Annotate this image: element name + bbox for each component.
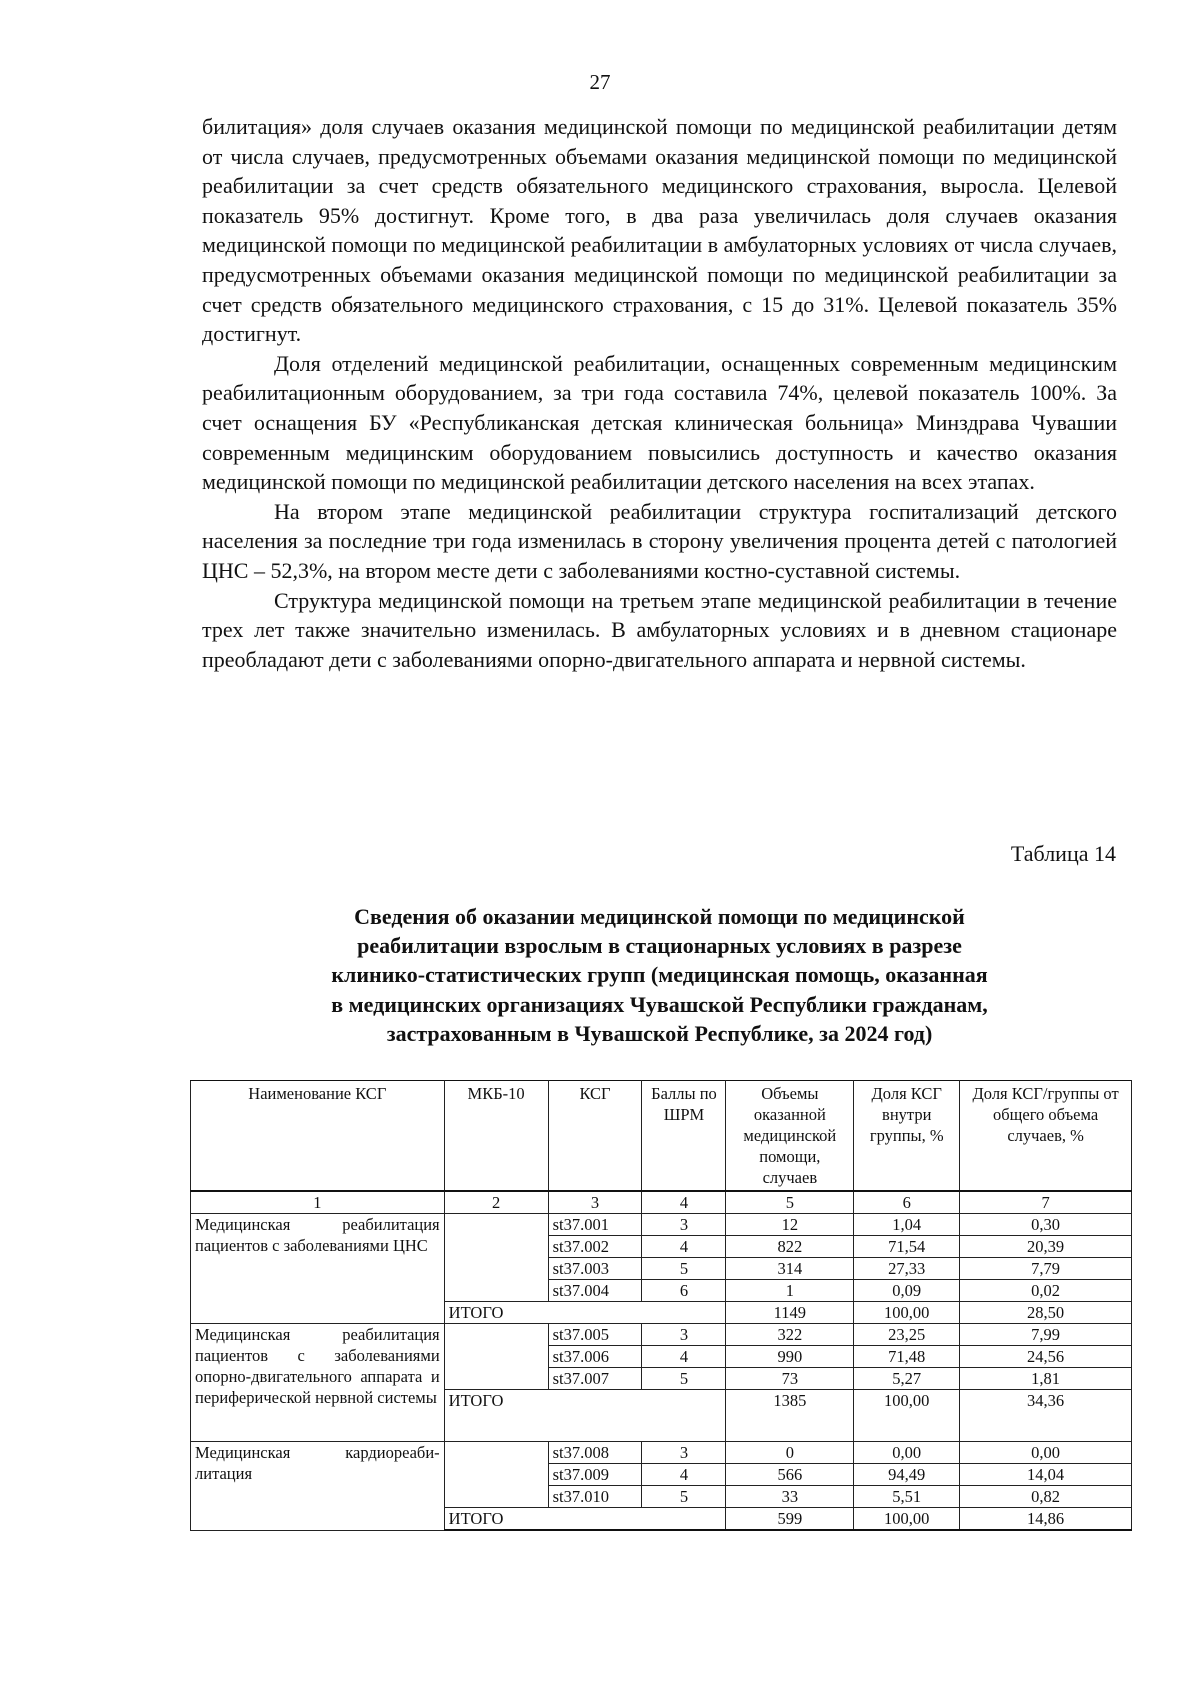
total-share-in-group: 100,00: [854, 1302, 960, 1324]
header-cell: Баллы по ШРМ: [642, 1081, 726, 1192]
volume: 1: [726, 1280, 854, 1302]
column-number: 3: [548, 1191, 642, 1214]
share-total: 1,81: [960, 1368, 1132, 1390]
column-number: 4: [642, 1191, 726, 1214]
share-total: 0,02: [960, 1280, 1132, 1302]
score: 5: [642, 1486, 726, 1508]
header-cell: Доля КСГ внутри группы, %: [854, 1081, 960, 1192]
share-in-group: 0,00: [854, 1442, 960, 1464]
volume: 322: [726, 1324, 854, 1346]
mkb-cell: [444, 1324, 548, 1390]
share-total: 7,99: [960, 1324, 1132, 1346]
table-title-line: клинико-статистических групп (медицинская помощь, оказанная: [331, 962, 988, 988]
score: 6: [642, 1280, 726, 1302]
total-volume: 599: [726, 1508, 854, 1531]
ksg-code: st37.001: [548, 1214, 642, 1236]
ksg-code: st37.010: [548, 1486, 642, 1508]
table-title-line: реабилитации взрослым в стационарных условиях в разрезе: [357, 933, 962, 959]
paragraph: На втором этапе медицинской реабилитации структура госпитализаций детского населения за последние три года изменилась в сторону увеличения процента детей с патологией ЦНС – 52,3%, на втором месте дети с заболеваниями костно-суставной системы.: [202, 498, 1117, 583]
header-cell: Наименование КСГ: [191, 1081, 445, 1192]
score: 5: [642, 1258, 726, 1280]
ksg-code: st37.009: [548, 1464, 642, 1486]
table-title-line: в медицинских организациях Чувашской Республики гражданам,: [331, 991, 988, 1017]
share-total: 0,82: [960, 1486, 1132, 1508]
share-in-group: 71,54: [854, 1236, 960, 1258]
table-title-line: застрахованным в Чувашской Республике, за 2024 год): [386, 1020, 933, 1046]
column-number-row: [191, 1191, 1132, 1214]
share-in-group: 5,51: [854, 1486, 960, 1508]
ksg-code: st37.007: [548, 1368, 642, 1390]
column-number: 1: [191, 1191, 445, 1214]
header-cell: Доля КСГ/группы от общего объема случаев, %: [960, 1081, 1132, 1192]
volume: 33: [726, 1486, 854, 1508]
share-total: 7,79: [960, 1258, 1132, 1280]
ksg-code: st37.008: [548, 1442, 642, 1464]
score: 5: [642, 1368, 726, 1390]
table-title: [202, 902, 1117, 1048]
body-text: [202, 112, 1117, 674]
volume: 314: [726, 1258, 854, 1280]
table-row: [191, 1214, 1132, 1236]
ksg-code: st37.002: [548, 1236, 642, 1258]
score: 3: [642, 1442, 726, 1464]
share-in-group: 23,25: [854, 1324, 960, 1346]
share-in-group: 5,27: [854, 1368, 960, 1390]
total-share-in-group: 100,00: [854, 1390, 960, 1442]
total-share-total: 34,36: [960, 1390, 1132, 1442]
share-in-group: 0,09: [854, 1280, 960, 1302]
ksg-code: st37.005: [548, 1324, 642, 1346]
share-total: 0,00: [960, 1442, 1132, 1464]
score: 4: [642, 1236, 726, 1258]
volume: 73: [726, 1368, 854, 1390]
column-number: 6: [854, 1191, 960, 1214]
ksg-code: st37.003: [548, 1258, 642, 1280]
group-name: Медицинская кардиореабилитация: [191, 1442, 445, 1531]
header-cell: КСГ: [548, 1081, 642, 1192]
volume: 12: [726, 1214, 854, 1236]
total-volume: 1149: [726, 1302, 854, 1324]
total-label: ИТОГО: [444, 1302, 726, 1324]
score: 4: [642, 1464, 726, 1486]
table-row: [191, 1324, 1132, 1346]
paragraph: Структура медицинской помощи на третьем этапе медицинской реабилитации в течение трех лет также значительно изменилась. В амбулаторных условиях и в дневном стационаре преобладают дети с заболеваниями опорно-двигательного аппарата и нервной системы.: [202, 587, 1117, 672]
total-share-total: 14,86: [960, 1508, 1132, 1531]
share-in-group: 71,48: [854, 1346, 960, 1368]
ksg-table: [190, 1080, 1132, 1531]
group-name: Медицинская реабилитация пациентов с заболеваниями опорно-двигательного аппарата и периферической нервной системы: [191, 1324, 445, 1442]
volume: 822: [726, 1236, 854, 1258]
paragraph: билитация» доля случаев оказания медицинской помощи по медицинской реабилитации детям от числа случаев, предусмотренных объемами оказания медицинской помощи по медицинской реабилитации за счет средств обязательного медицинского страхования, выросла. Целевой показатель 95% достигнут. Кроме того, в два раза увеличилась доля случаев оказания медицинской помощи по медицинской реабилитации в амбулаторных условиях от числа случаев, предусмотренных объемами оказания медицинской помощи по медицинской реабилитации за счет средств обязательного медицинского страхования, с 15 до 31%. Целевой показатель 35% достигнут.: [202, 114, 1117, 347]
mkb-cell: [444, 1442, 548, 1508]
paragraph: Доля отделений медицинской реабилитации, оснащенных современным медицинским реабилитационным оборудованием, за три года составила 74%, целевой показатель 100%. За счет оснащения БУ «Республиканская детская клиническая больница» Минздрава Чувашии современным медицинским оборудованием повысились доступность и качество оказания медицинской помощи по медицинской реабилитации детского населения на всех этапах.: [202, 350, 1117, 495]
total-share-in-group: 100,00: [854, 1508, 960, 1531]
share-total: 14,04: [960, 1464, 1132, 1486]
table-row: [191, 1442, 1132, 1464]
volume: 566: [726, 1464, 854, 1486]
header-cell: Объемы оказанной медицинской помощи, случаев: [726, 1081, 854, 1192]
total-share-total: 28,50: [960, 1302, 1132, 1324]
mkb-cell: [444, 1214, 548, 1302]
volume: 990: [726, 1346, 854, 1368]
share-in-group: 27,33: [854, 1258, 960, 1280]
header-cell: МКБ-10: [444, 1081, 548, 1192]
score: 4: [642, 1346, 726, 1368]
ksg-code: st37.006: [548, 1346, 642, 1368]
table-label: Таблица 14: [1010, 841, 1116, 866]
column-number: 7: [960, 1191, 1132, 1214]
share-total: 24,56: [960, 1346, 1132, 1368]
volume: 0: [726, 1442, 854, 1464]
share-total: 20,39: [960, 1236, 1132, 1258]
group-name: Медицинская реабилитация пациентов с заболеваниями ЦНС: [191, 1214, 445, 1324]
share-total: 0,30: [960, 1214, 1132, 1236]
column-number: 2: [444, 1191, 548, 1214]
total-volume: 1385: [726, 1390, 854, 1442]
column-number: 5: [726, 1191, 854, 1214]
share-in-group: 94,49: [854, 1464, 960, 1486]
page-number: 27: [589, 70, 611, 94]
header-row: [191, 1081, 1132, 1192]
table-title-line: Сведения об оказании медицинской помощи по медицинской: [354, 904, 965, 929]
score: 3: [642, 1214, 726, 1236]
ksg-code: st37.004: [548, 1280, 642, 1302]
share-in-group: 1,04: [854, 1214, 960, 1236]
total-label: ИТОГО: [444, 1390, 726, 1442]
total-label: ИТОГО: [444, 1508, 726, 1531]
score: 3: [642, 1324, 726, 1346]
